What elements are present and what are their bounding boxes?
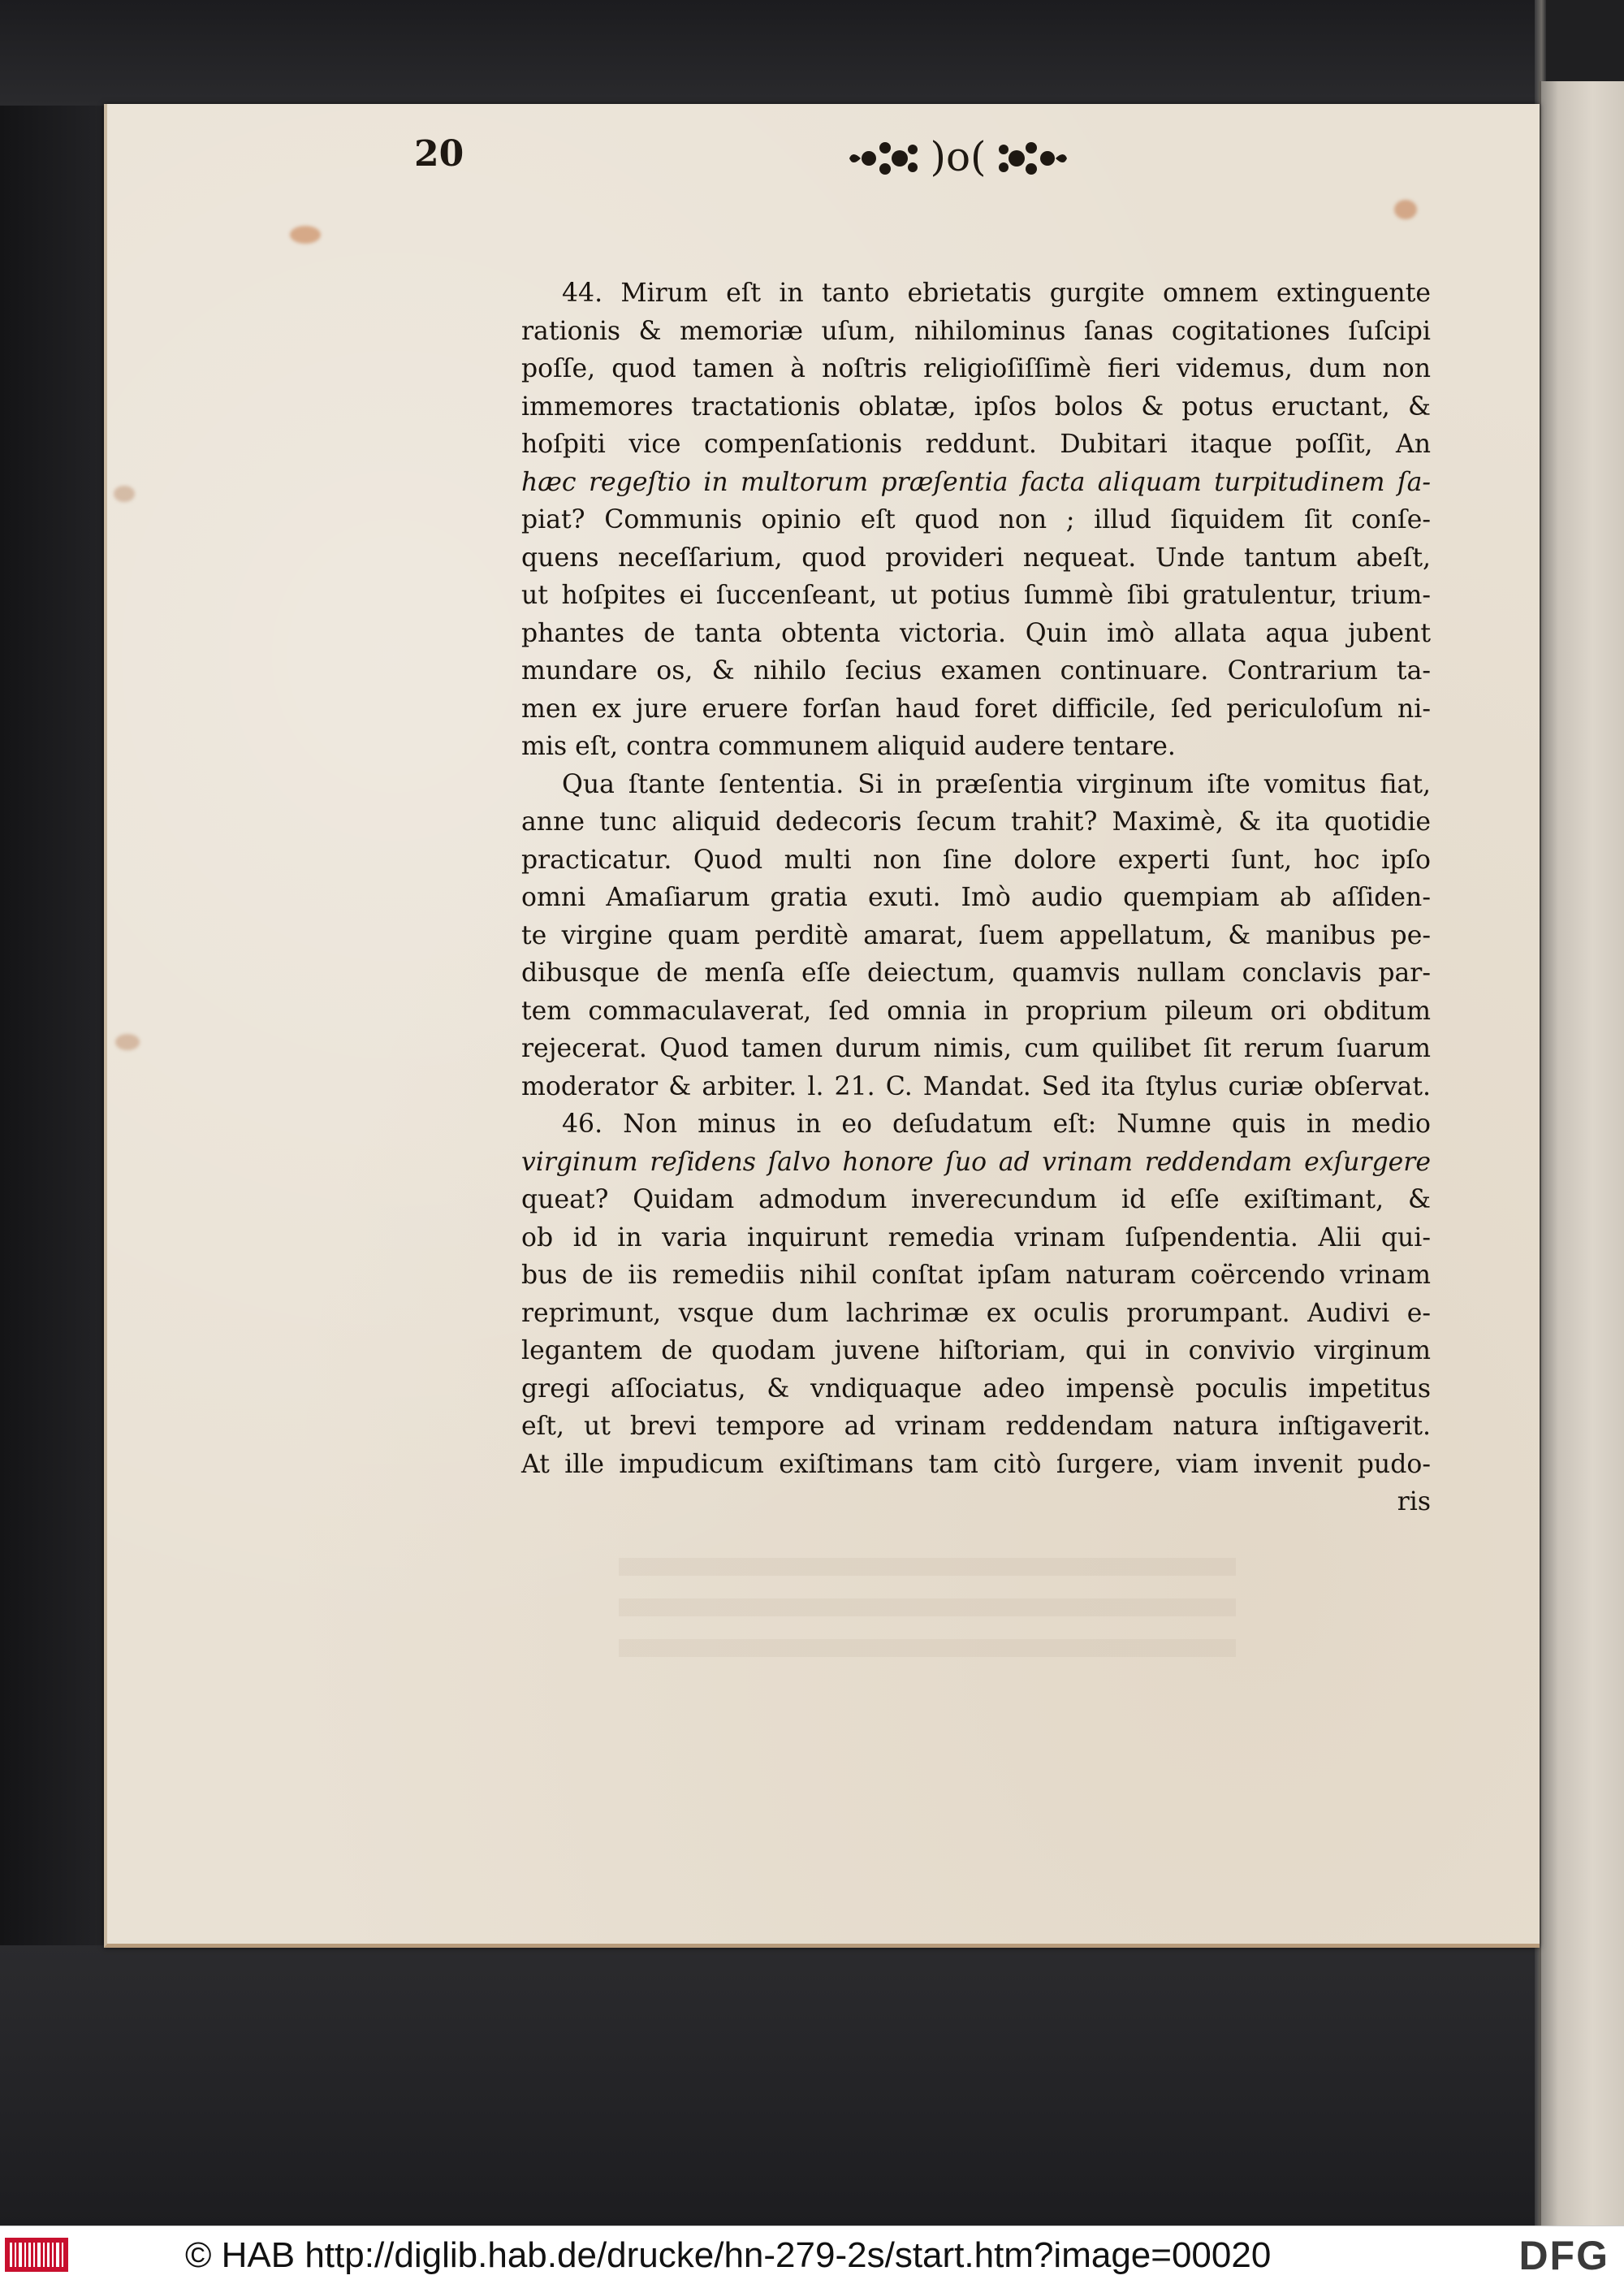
text-line: practicatur. Quod multi non ſine dolore experti ſunt, hoc ipſo [521,845,1431,875]
text-line: mis eſt, contra communem aliquid audere tentare. [521,732,1176,761]
text-line: tem commaculaverat, ſed omnia in proprium pileum ori obditum [521,996,1431,1026]
text-line: Qua ſtante ſententia. Si in præſentia virginum iſte vomitus fiat, [562,769,1431,799]
text-line: hoſpiti vice compenſationis reddunt. Dubitari itaque poſſit, An [521,430,1431,459]
text-line: phantes de tanta obtenta victoria. Quin imò allata aqua jubent [521,618,1431,648]
floral-ornament-icon [849,142,918,175]
text-line: omni Amaſiarum gratia exuti. Imò audio quempiam ab aſſiden- [521,883,1431,912]
running-head [414,130,1429,187]
text-line: At ille impudicum exiſtimans tam citò ſurgere, viam invenit pudo- [521,1449,1431,1479]
text-line: rationis & memoriæ uſum, nihilominus ſanas cogitationes ſuſcipi [521,316,1431,346]
text-line: 46. Non minus in eo deſudatum eſt: Numne quis in medio [562,1110,1431,1139]
text-line: ut hoſpites ei ſuccenſeant, ut potius ſummè ſibi gratulentur, trium- [521,581,1431,610]
text-line: eſt, ut brevi tempore ad vrinam reddendam natura inſtigaverit. [521,1412,1431,1441]
text-line: legantem de quodam juvene hiſtoriam, qui in convivio virginum [521,1336,1431,1365]
running-head-mark: )o( [930,133,987,180]
page-number: 20 [414,133,464,175]
text-line: piat? Communis opinio eſt quod non ; illud ſiquidem ſit conſe- [521,505,1431,534]
main-text [521,275,1431,1521]
scan-background-top [0,0,1543,106]
text-line: rejecerat. Quod tamen durum nimis, cum quilibet ſit rerum ſuarum [521,1034,1431,1063]
text-line: moderator & arbiter. l. 21. C. Mandat. Sed ita ſtylus curiæ obſervat. [521,1071,1431,1101]
scan-background-left [0,0,114,2226]
text-line: hæc regeſtio in multorum præſentia facta aliquam turpitudinem ſa- [521,467,1431,497]
text-line: mundare os, & nihilo ſecius examen continuare. Contrarium ta- [521,656,1431,686]
footer-bar [0,2226,1624,2284]
show-through-text [619,1558,1236,1663]
text-line: queat? Quidam admodum inverecundum id eſſe exiſtimant, & [521,1185,1431,1214]
text-line: virginum reſidens ſalvo honore ſuo ad vrinam reddendam exſurgere [521,1147,1431,1177]
text-line: immemores tractationis oblatæ, ipſos bolos & potus eructant, & [521,391,1431,422]
text-line: reprimunt, vsque dum lachrimæ ex oculis prorumpant. Audivi e- [521,1298,1431,1328]
copyright-link[interactable]: © HAB http://diglib.hab.de/drucke/hn-279-2s/start.htm?image=00020 [185,2235,1272,2275]
paper-stain [1394,200,1417,219]
text-line: ob id in varia inquirunt remedia vrinam ſuſpendentia. Alii qui- [521,1222,1431,1252]
text-line: men ex jure eruere forſan haud foret difficile, ſed periculoſum ni- [521,694,1431,724]
paper-stain [114,486,135,502]
text-line: quens neceſſarium, quod provideri nequeat. Unde tantum abeſt, [521,543,1431,573]
floral-ornament-icon [999,142,1067,175]
text-line: te virgine quam perditè amarat, ſuem appellatum, & manibus pe- [521,920,1431,950]
text-line: dibusque de menſa eſſe deiectum, quamvis nullam conclavis par- [521,958,1431,988]
text-line: anne tunc aliquid dedecoris ſecum trahit? Maximè, & ita quotidie [521,807,1431,837]
running-head-ornament [844,130,1072,187]
paper-stain [290,226,321,244]
adjacent-page [1539,81,1624,2226]
barcode-icon [5,2234,68,2275]
scan-background-bottom [0,1945,1543,2226]
catchword: ris [1397,1487,1431,1516]
text-line: 44. Mirum eſt in tanto ebrietatis gurgite omnem extinguente [562,279,1431,308]
paper-stain [115,1034,140,1050]
text-line: bus de iis remediis nihil conſtat ipſam naturam coërcendo vrinam [521,1261,1431,1290]
text-line: gregi aſſociatus, & vndiquaque adeo impensè poculis impetitus [521,1373,1431,1404]
text-line: poſſe, quod tamen à noſtris religioſiſſimè fieri videmus, dum non [521,354,1431,383]
dfg-logo: DFG [1518,2233,1609,2278]
